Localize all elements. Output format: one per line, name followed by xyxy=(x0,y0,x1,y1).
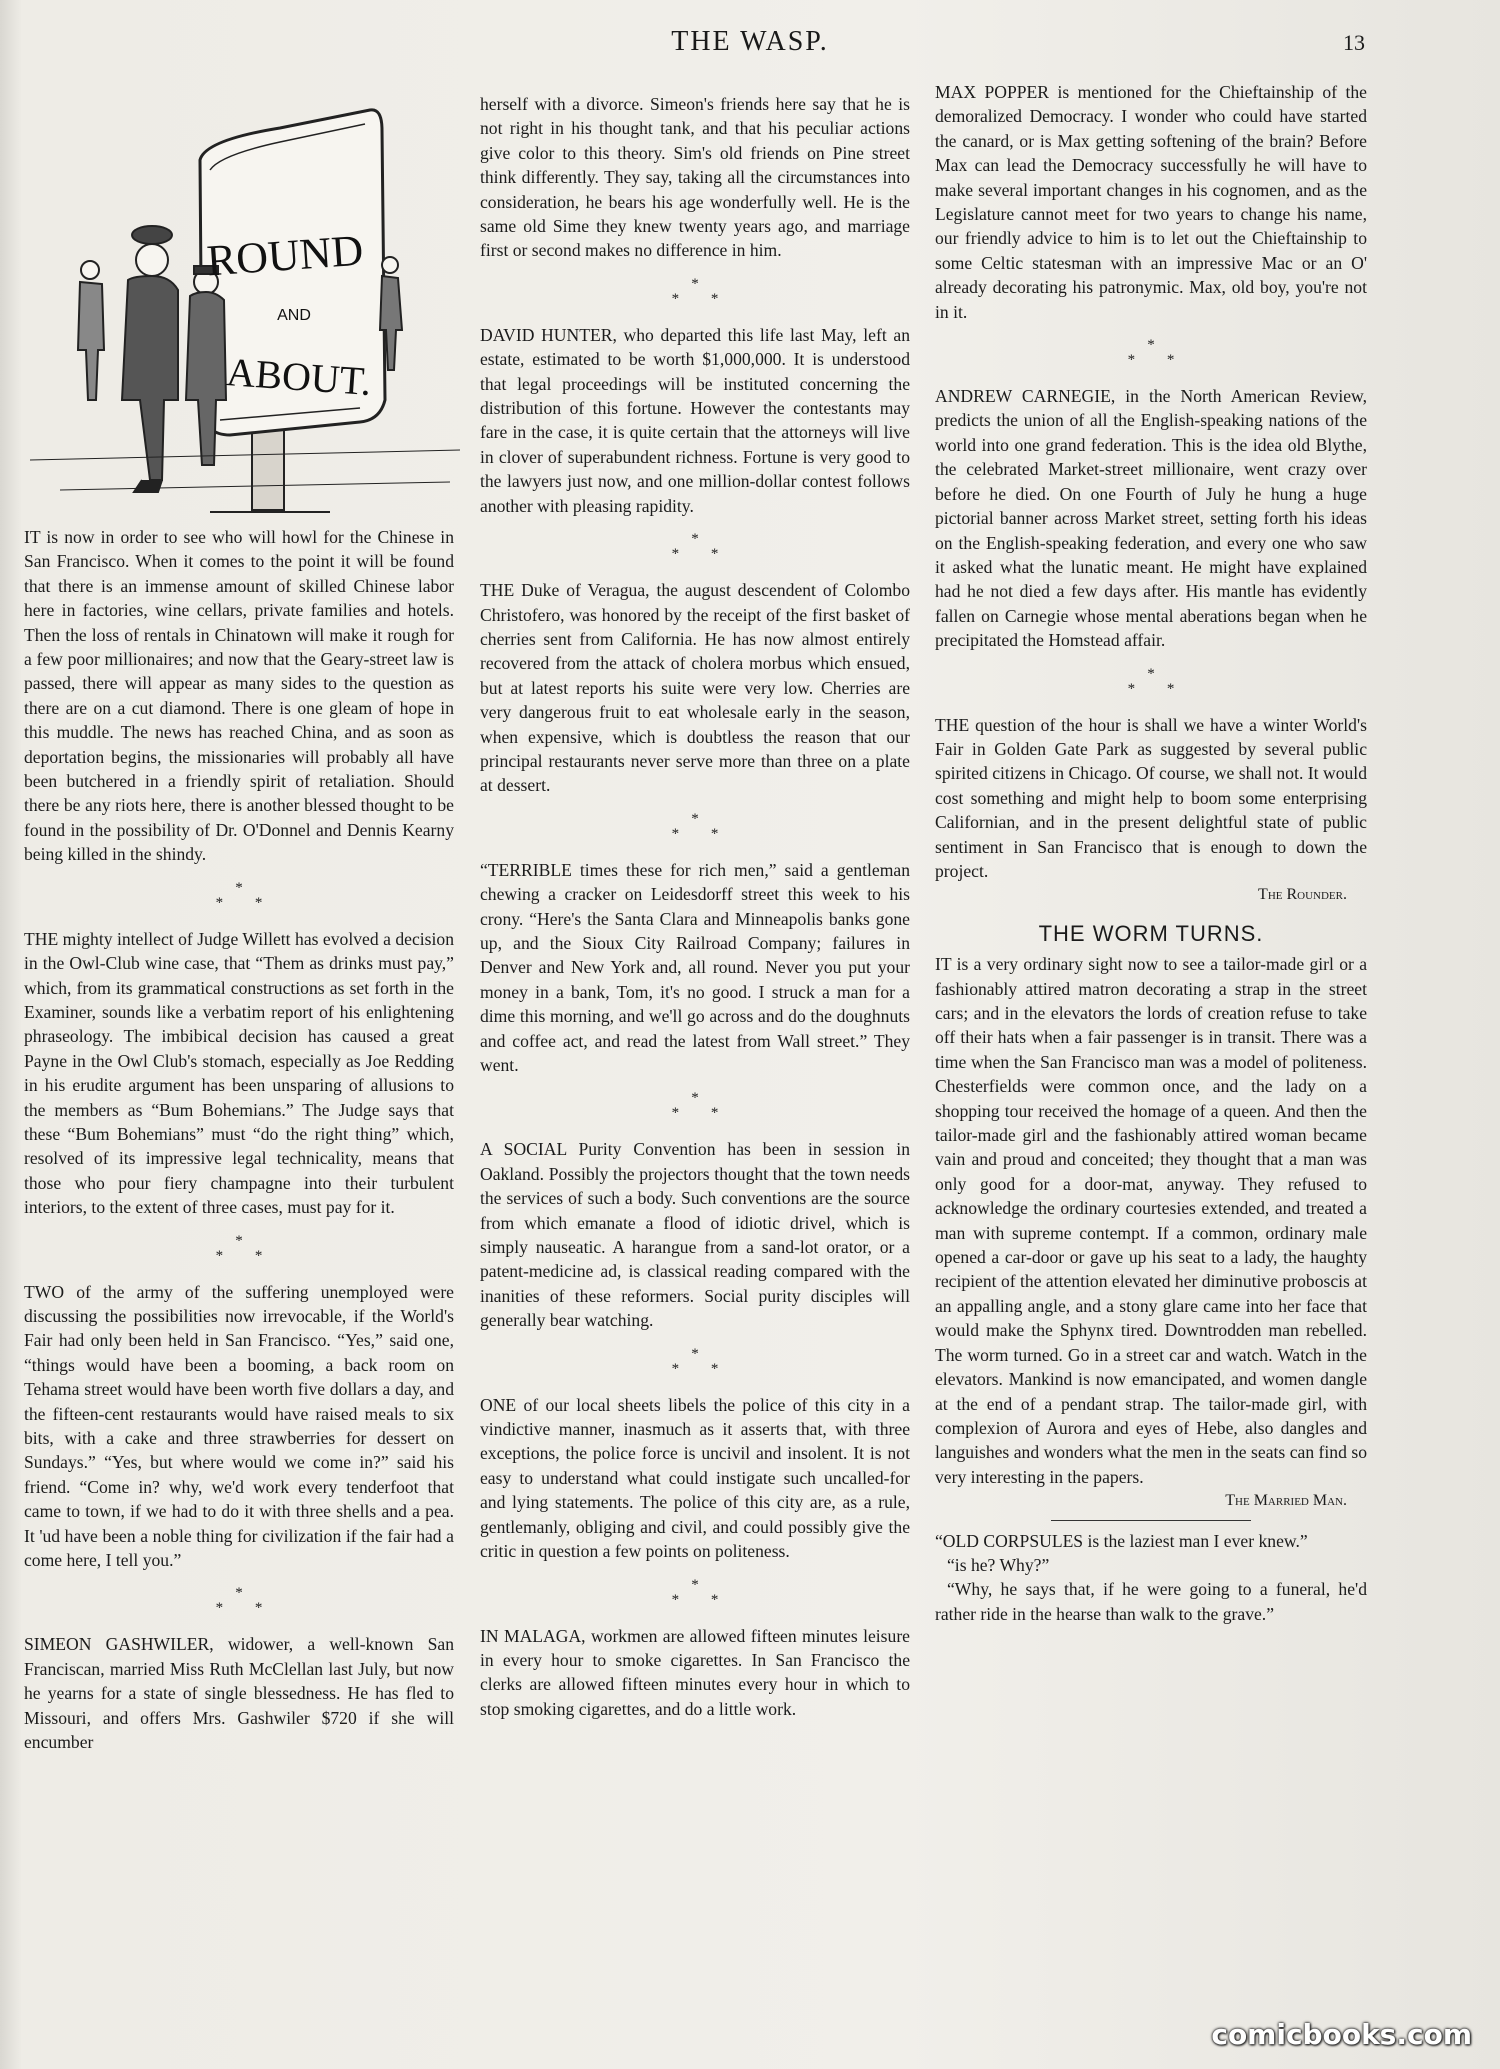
article-old-corpsules: “OLD CORPSULES is the laziest man I ever knew.” xyxy=(935,1530,1308,1551)
round-and-about-illustration xyxy=(30,100,460,520)
separator-stars: * * * xyxy=(671,810,719,842)
separator-stars: * * * xyxy=(671,1345,719,1377)
separator-stars: * * * xyxy=(1127,337,1175,369)
divider-rule xyxy=(1051,1520,1251,1521)
article-simeon-gashwiler: SIMEON GASHWILER, widower, a well-known San Franciscan, married Miss Ruth McClellan last July, but now he yearns for a state of single blessedness. He has fled to Missouri, and offers Mrs. Gashwiler $720 if she will encumber xyxy=(24,1634,454,1753)
sign-text-round: ROUND xyxy=(205,225,365,286)
separator-stars: * * * xyxy=(215,879,263,911)
running-head: THE WASP. xyxy=(671,26,829,57)
article-terrible-times: “TERRIBLE times these for rich men,” said a gentleman chewing a cracker on Leidesdorff street this week to his crony. “Here's the Santa Clara and Minneapolis banks gone up, and the Sioux City Railroad Company; failures in Denver and New York and, all round. Never you put your money in a bank, Tom, it's no good. I struck a man for a dime this morning, and we'll go across and do the doughnuts and coffee act, and read the latest from Wall street.” They went. xyxy=(480,859,910,1075)
site-watermark: comicbooks.com xyxy=(1211,2018,1472,2051)
separator-stars: * * * xyxy=(671,275,719,307)
signature-the-married-man: The Married Man. xyxy=(1225,1492,1347,1510)
column-2 xyxy=(480,92,910,1721)
section-heading-worm-turns: THE WORM TURNS. xyxy=(1038,920,1264,946)
article-worm-turns: IT is a very ordinary sight now to see a tailor-made girl or a fashionably attired matron decorating a strap in the street cars; and in the elevators the lords of creation refuse to take off their hats when a fair passenger is in transit. There was a time when the San Francisco man was a model of politeness. Chesterfields were common once, and the lady on a shopping tour received the homage of a queen. And then the tailor-made girl and the fashionably attired woman became vain and proud and conceited; they thought that a man was only good for a door-mat, anyway. They refused to acknowledge the ordinary courtesies extended, and treated a man with supreme contempt. If a common, ordinary male opened a car-door or gave up his seat to a lady, the haughty recipient of the attention elevated her diminutive proboscis at an appalling angle, and a stony glare came into her face that would make the Sphynx tired. Downtrodden man rebelled. The worm turned. Go in a street car and watch. Watch in the elevators. Mankind is now emancipated, and women dangle at the end of a pendant strap. The tailor-made girl, with complexion of Aurora and eyes of Hebe, also dangles and languishes and wonders what the men in the seats can find so very interesting in the papers. xyxy=(935,954,1367,1487)
article-malaga: IN MALAGA, workmen are allowed fifteen minutes leisure in every hour to smoke cigarettes. In San Francisco the clerks are allowed fifteen minutes every hour in which to stop smoking cigarettes, and do a little work. xyxy=(480,1625,910,1719)
article-david-hunter: DAVID HUNTER, who departed this life last May, left an estate, estimated to be worth $1,000,000. It is understood that legal proceedings will be instituted concerning the distribution of this fortune. However the contestants may fare in the case, it is quite certain that the attorneys will live in clover of superabundent richness. Fortune is very good to the lawyers just now, and one million-dollar contest follows another with pleasing rapidity. xyxy=(480,324,910,516)
column-1 xyxy=(24,525,454,1754)
article-judge-willett: THE mighty intellect of Judge Willett has evolved a decision in the Owl-Club wine case, that “Them as drinks must pay,” which, from its grammatical constructions as set forth in the Examiner, sounds like a verbatim report of his enlightening phraseology. The imbibical decision has caused a great Payne in the Owl Club's stomach, especially as Joe Redding in his erudite argument has been unsparing of allusions to the members as “Bum Bohemians.” The Judge says that these “Bum Bohemians” must “do the right thing” which, resolved of its impressive legal technicality, means that those who pour fiery champagne into their turbulent interiors, to the extent of three cases, must pay for it. xyxy=(24,928,454,1218)
separator-stars: * * * xyxy=(215,1585,263,1617)
sign-post xyxy=(252,430,284,510)
article-worlds-fair-unemployed: TWO of the army of the suffering unemployed were discussing the possibilities now irrevocable, if the World's Fair had only been held in San Francisco. “Yes,” said one, “things would have been a booming, a back room on Tehama street would have been worth five dollars a day, and the fifteen-cent restaurants would have raised meals to six bits, with a cake and three strawberries for dessert on Sundays.” “Yes, but where would we come in?” said his friend. “Come in? why, we'd work every tenderfoot that came to town, if we had to do it with three shells and a pea. It 'ud have been a noble thing for civilization if the fair had a come here, I tell you.” xyxy=(24,1281,454,1571)
article-local-sheets-police: ONE of our local sheets libels the police of this city in a vindictive manner, inasmuch as it asserts that, with three exceptions, the police force is uncivil and insolent. It is not easy to understand what could instigate such uncalled-for and lying statements. The police of this city are, as a rule, gentlemanly, obliging and civil, and could possibly give the critic in question a few points on politeness. xyxy=(480,1394,910,1562)
article-old-corpsules-reply: “is he? Why?” xyxy=(947,1554,1050,1575)
separator-stars: * * * xyxy=(671,1576,719,1608)
article-andrew-carnegie: ANDREW CARNEGIE, in the North American Review, predicts the union of all the English-speaking nations of the world into one grand federation. This is the idea old Blythe, the celebrated Market-street millionaire, went crazy over before he died. On one Fourth of July he hung a huge pictorial banner across Market street, setting forth his ideas on the English-speaking federation, and every one who saw it asked what the lunatic meant. He might have explained had he not died a few days after. His mantle has evidently fallen on Carnegie whose mental aberations began when he precipitated the Homstead affair. xyxy=(935,386,1367,651)
separator-stars: * * * xyxy=(671,531,719,563)
article-winter-worlds-fair: THE question of the hour is shall we have a winter World's Fair in Golden Gate Park as suggested by several public spirited citizens in Chicago. Of course, we shall not. It would cost something and might help to boom some enterprising Californian, and in the present delightful state of public sentiment in San Francisco that is enough to down the project. xyxy=(935,714,1367,881)
signature-the-rounder: The Rounder. xyxy=(1258,886,1347,904)
article-chinese-labor: IT is now in order to see who will howl for the Chinese in San Francisco. When it comes to the point it will be found that there is an immense amount of skilled Chinese labor here in factories, wine cellars, private families and hotels. Then the loss of rentals in Chinatown will make it rough for a few poor millionaires; and now that the Geary-street law is passed, there will appear as many sides to the question as there are on a cut diamond. There is one gleam of hope in this muddle. The news has reached China, and as soon as deportation begins, the missionaries will probably all have been butchered in a friendly spirit of retaliation. Should there be any riots here, there is another blessed thought to be found in the possibility of Dr. O'Donnel and Dennis Kearny being killed in the shindy. xyxy=(24,527,454,865)
sign-text-about: ABOUT. xyxy=(225,349,373,405)
article-duke-of-veragua: THE Duke of Veragua, the august descendent of Colombo Christofero, was honored by the receipt of the first basket of cherries sent from California. He has now almost entirely recovered from the attack of cholera morbus which ensued, but at latest reports his suite were very low. Cherries are very dangerous fruit to eat wholesale early in the season, when expensive, which is doubtless the reason that our principal restaurants never serve more than three on a plate at dessert. xyxy=(480,580,910,796)
separator-stars: * * * xyxy=(1127,665,1175,697)
article-old-corpsules-answer: “Why, he says that, if he were going to a funeral, he'd rather ride in the hearse than walk to the grave.” xyxy=(935,1579,1367,1624)
separator-stars: * * * xyxy=(215,1232,263,1264)
article-simeon-continued: herself with a divorce. Simeon's friends here say that he is not right in his thought tank, and that his peculiar actions give color to this theory. Sim's old friends on Pine street think differently. They say, taking all the circumstances into consideration, he bears his age wonderfully well. He is the same old Sime they knew twenty years ago, and marriage first or second makes no difference in him. xyxy=(480,94,910,261)
separator-stars: * * * xyxy=(671,1090,719,1122)
bowler-hat xyxy=(132,226,172,244)
article-max-popper: MAX POPPER is mentioned for the Chieftainship of the demoralized Democracy. I wonder who could have started the canard, or is Max getting softening of the brain? Before Max can lead the Democracy successfully he will have to make several important changes in his cognomen, and as the Legislature cannot meet for two years to change his name, our friendly advice to him is to let out the Chieftainship to some Celtic statesman with an impressive Mac or an O' already decorating his patronymic. Max, old boy, you're not in it. xyxy=(935,82,1367,322)
man-figure xyxy=(122,276,178,480)
sign-text-and: AND xyxy=(277,307,311,324)
column-3 xyxy=(935,80,1367,1626)
page-number: 13 xyxy=(1343,30,1365,55)
article-social-purity: A SOCIAL Purity Convention has been in session in Oakland. Possibly the projectors thought that the town needs the services of such a body. Such conventions are the source from which emanate a flood of idiotic drivel, which is simply nauseatic. A harangue from a sand-lot orator, or a patent-medicine ad, is classical reading compared with the inanities of these reformers. Social purity disciples will generally bear watching. xyxy=(480,1139,910,1331)
